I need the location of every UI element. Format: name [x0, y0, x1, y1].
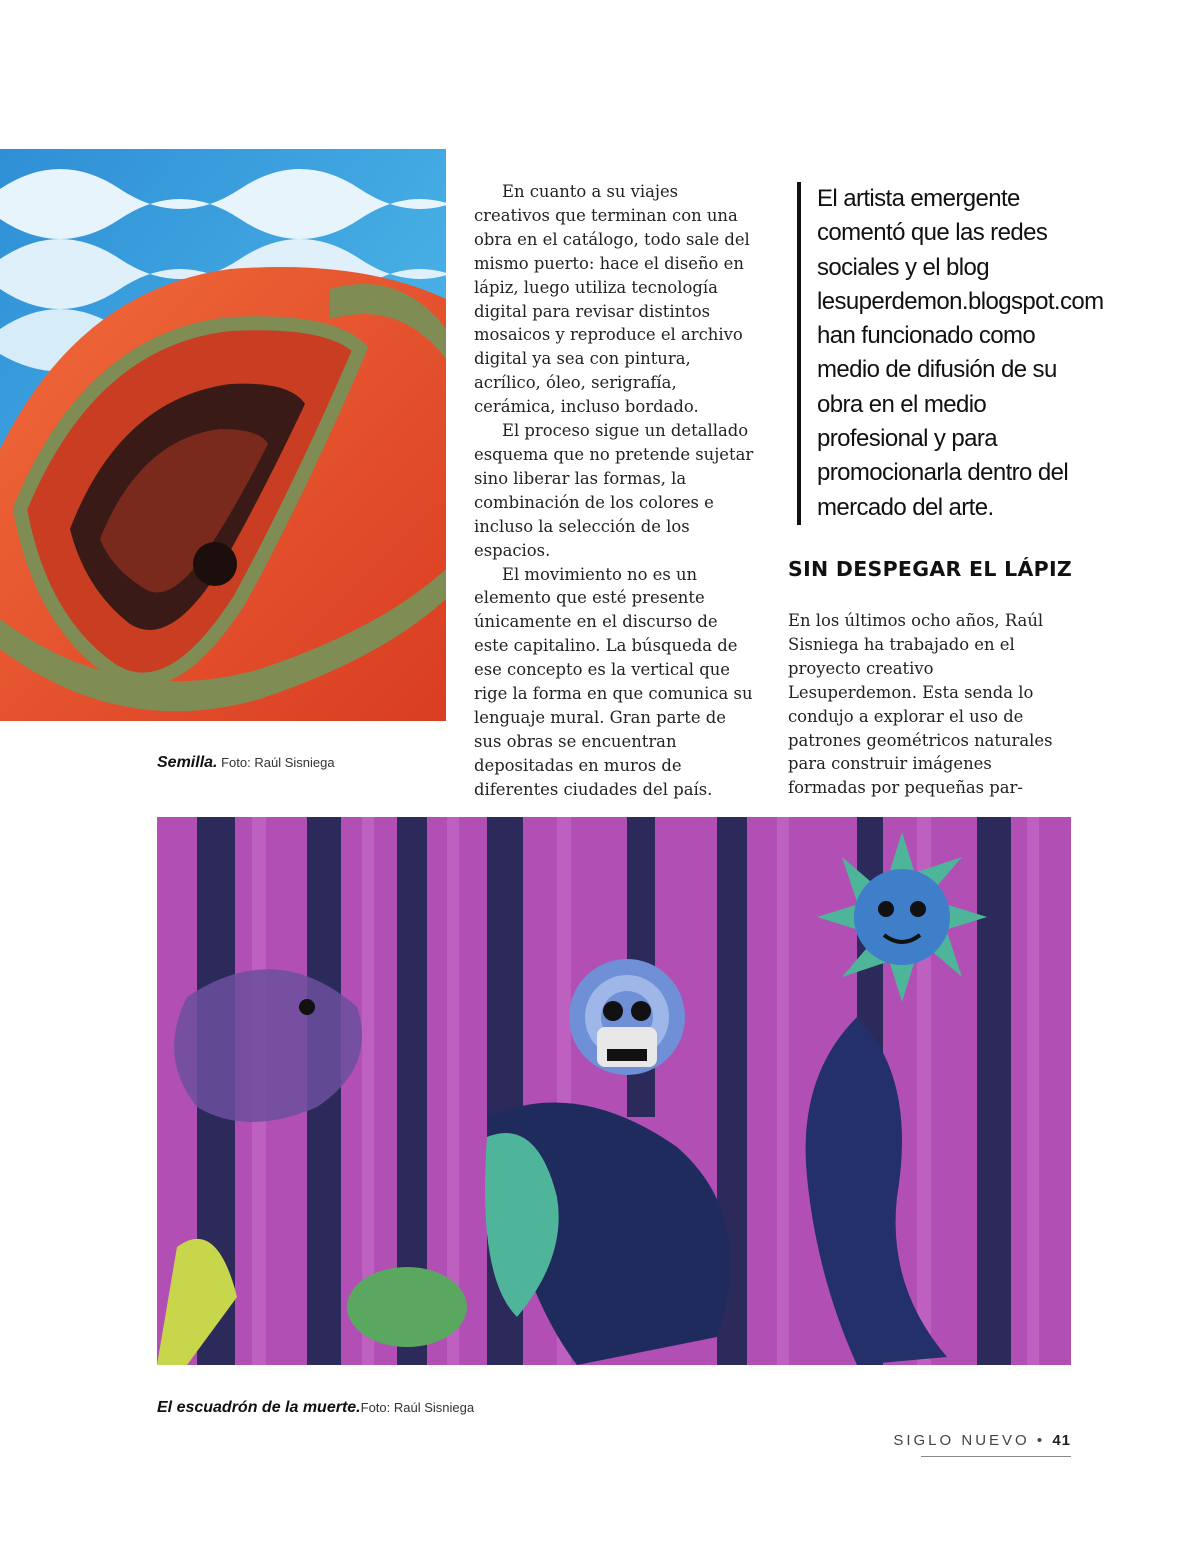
paragraph: El proceso sigue un detallado esquema que no pretende sujetar sino liberar las formas, la combinación de los colores e incluso la selección de los espacios. [474, 421, 754, 560]
paragraph: El movimiento no es un elemento que esté presente únicamente en el discurso de este capitalino. La búsqueda de ese concepto es la vertical que rige la forma en que comunica su lenguaje mural. Gran parte de sus obras se encuentran depositadas en muros de diferentes ciudades del país. [474, 564, 753, 799]
artwork-semilla-image [0, 149, 446, 721]
footer-separator: • [1036, 1432, 1046, 1449]
pull-quote: El artista emergente comentó que las redes sociales y el blog lesuperdemon.blogspot.com han funcionado como medio de difusión de su obra en el medio profesional y para promocionarla dentro del mercado del arte. [797, 182, 1079, 525]
caption-credit: Foto: Raúl Sisniega [221, 755, 335, 770]
artwork-mural-image [157, 817, 1071, 1365]
caption-credit: Foto: Raúl Sisniega [360, 1400, 475, 1415]
mural-caption [157, 1399, 657, 1417]
page-footer [880, 1432, 1071, 1449]
footer-rule [921, 1456, 1071, 1457]
caption-title: Semilla. [157, 754, 218, 771]
magazine-name: SIGLO NUEVO [893, 1432, 1030, 1449]
paragraph: En los últimos ocho años, Raúl Sisniega ha trabajado en el proyecto creativo Lesuperdemon. Esta senda lo condujo a explorar el uso de patrones geométricos naturales para construir imágenes formadas por pequeñas par- [788, 611, 1053, 798]
section-heading: SIN DESPEGAR EL LÁPIZ [788, 557, 1073, 581]
page-number: 41 [1052, 1432, 1071, 1449]
article-right-column [788, 609, 1066, 800]
caption-title: El escuadrón de la muerte. [157, 1399, 361, 1416]
article-middle-column [474, 180, 756, 802]
semilla-caption [157, 754, 457, 772]
paragraph: En cuanto a su viajes creativos que terminan con una obra en el catálogo, todo sale del mismo puerto: hace el diseño en lápiz, luego utiliza tecnología digital para revisar distintos mosaicos y reproduce el archivo digital ya sea con pintura, acrílico, óleo, serigrafía, cerámica, incluso bordado. [474, 182, 750, 417]
